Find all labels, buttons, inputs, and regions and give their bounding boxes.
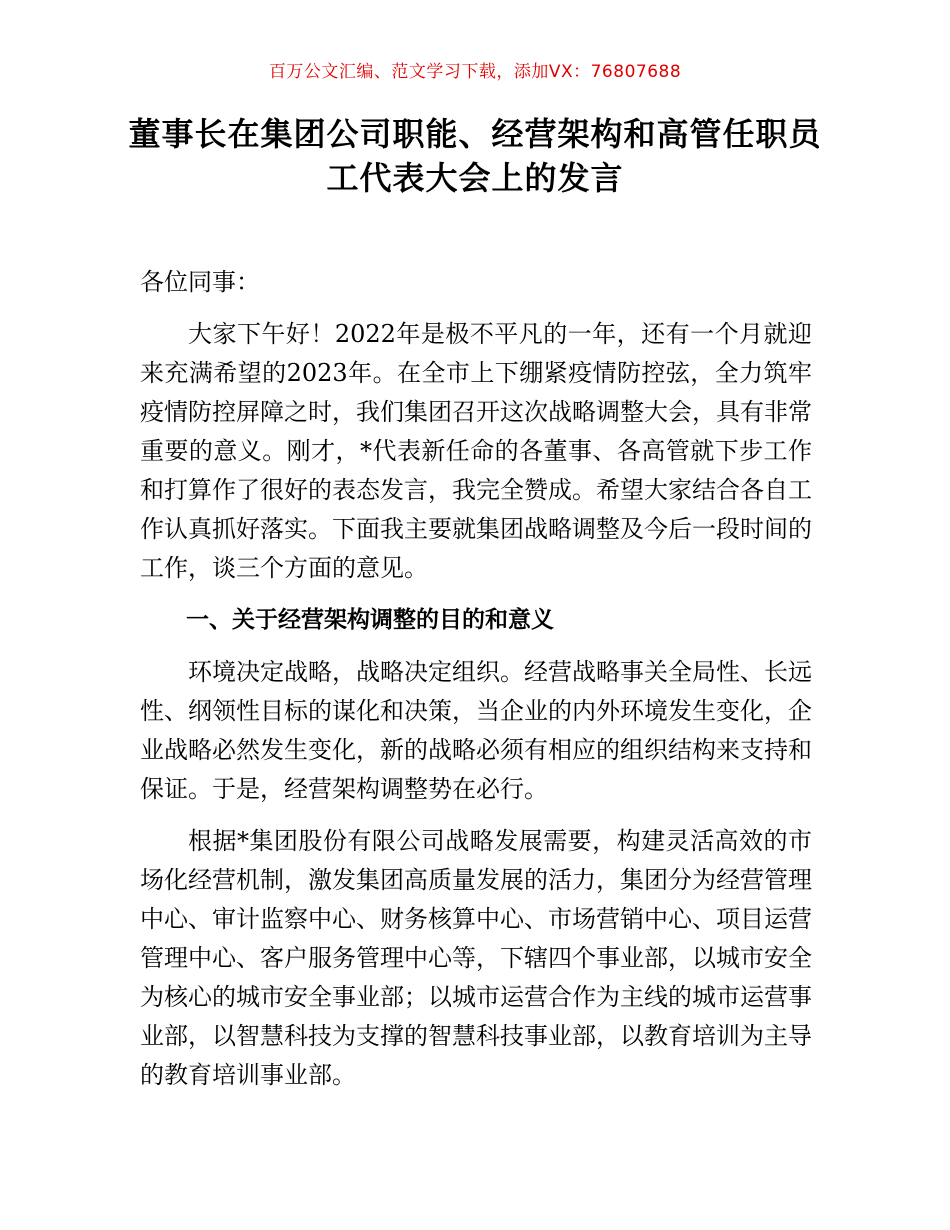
document-body [140, 263, 812, 1108]
salutation: 各位同事： [140, 268, 260, 296]
paragraph-section1-2: 根据*集团股份有限公司战略发展需要，构建灵活高效的市场化经营机制，激发集团高质量发展的活力，集团分为经营管理中心、审计监察中心、财务核算中心、市场营销中心、项目运营管理中心、客户服务管理中心等，下辖四个事业部，以城市安全为核心的城市安全事业部；以城市运营合作为主线的城市运营事业部，以智慧科技为支撑的智慧科技事业部，以教育培训为主导的教育培训事业部。 [140, 827, 812, 1089]
document-title: 董事长在集团公司职能、经营架构和高管任职员工代表大会上的发言 [128, 115, 822, 197]
paragraph-intro: 大家下午好！2022年是极不平凡的一年，还有一个月就迎来充满希望的2023年。在全市上下绷紧疫情防控弦，全力筑牢疫情防控屏障之时，我们集团召开这次战略调整大会，具有非常重要的意义。刚才，*代表新任命的各董事、各高管就下步工作和打算作了很好的表态发言，我完全赞成。希望大家结合各自工作认真抓好落实。下面我主要就集团战略调整及今后一段时间的工作，谈三个方面的意见。 [140, 320, 812, 582]
paragraph-section1-1: 环境决定战略，战略决定组织。经营战略事关全局性、长远性、纲领性目标的谋化和决策，当企业的内外环境发生变化，企业战略必然发生变化，新的战略必须有相应的组织结构来支持和保证。于是，经营架构调整势在必行。 [140, 658, 812, 803]
header-promo-note: 百万公文汇编、范文学习下载，添加VX：76807688 [268, 62, 682, 82]
section-heading-1: 一、关于经营架构调整的目的和意义 [186, 607, 554, 633]
